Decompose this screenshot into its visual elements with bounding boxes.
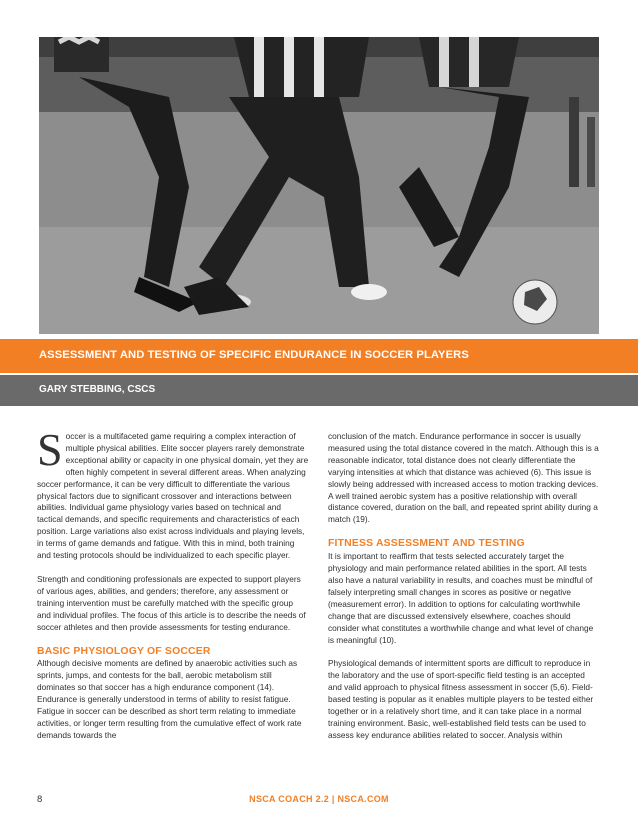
intro-paragraph: [37, 424, 309, 562]
paragraph: It is important to reaffirm that tests selected accurately target the physiology and main performance related abilities in the sport. All tests also have a natural variability in results, and coaches must be mindful of falsely interpreting small changes in scores as positive or negative (measurement error). In addition to options for calculating worthwhile change that are discussed extensively elsewhere, coaches should consider what constitutes a worthwhile change and what level of change is meaningful (10).: [328, 551, 594, 645]
soccer-players-photo: [39, 37, 599, 334]
section-heading-basic-physiology: BASIC PHYSIOLOGY OF SOCCER: [37, 645, 211, 657]
article-title-banner: [0, 339, 638, 373]
column-left: [37, 424, 309, 754]
intro-text: occer is a multifaceted game requiring a complex interaction of multiple physical abilities. Elite soccer players rarely demonstrate exceptional ability or capacity in one physical domain, yet they are often highly competent in several different areas. When analyzing soccer performance, it can be very difficult to differentiate the various physical factors due to significant crossover and interactions between abilities. Individual game physiology varies based on technical and tactical demands, and specific requirements and characteristics of each position. Large variations also exist across individuals and playing levels, in terms of game demands and fatigue. With this in mind, both training and testing protocols should be individualized to each specific player.: [37, 431, 309, 561]
paragraph: Strength and conditioning professionals are expected to support players of various ages, abilities, and genders; therefore, any assessment or training intervention must be carefully matched with the specific group and individual profiles. The focus of this article is to describe the needs of soccer athletes and then provide assessments for testing endurance.: [37, 573, 306, 632]
column-right: [328, 431, 600, 754]
paragraph: Although decisive moments are defined by anaerobic activities such as sprints, jumps, and contests for the ball, aerobic metabolism still dominates so that soccer has a high endurance component (14). Endurance is generally understood in terms of ability to resist fatigue. Fatigue in soccer can be described as short term relating to immediate activities, or longer term resulting from the cumulative effect of work rate demands towards the: [37, 658, 302, 740]
byline-bar: [0, 375, 638, 406]
page-number: 8: [37, 794, 43, 805]
article-title: ASSESSMENT AND TESTING OF SPECIFIC ENDURANCE IN SOCCER PLAYERS: [39, 349, 469, 361]
author-byline: GARY STEBBING, CSCS: [39, 384, 156, 395]
photo-illustration: [39, 37, 599, 334]
drop-cap: S: [37, 424, 63, 475]
paragraph: Physiological demands of intermittent sports are difficult to reproduce in the laboratory and the use of sport-specific field testing is an accepted and valid approach to physical fitness assessment in soccer (5,6). Field-based testing is popular as it enables multiple players to be tested either together or in a relatively short time, and it can take place in a normal training environment. Basic, well-established field tests can be used to assess key endurance abilities related to soccer. Analysis within: [328, 658, 594, 740]
journal-footer-link[interactable]: NSCA COACH 2.2 | NSCA.COM: [249, 794, 389, 804]
paragraph: conclusion of the match. Endurance performance in soccer is usually measured using the total distance covered in the match. Although this is a reasonable indicator, total distance does not clearly differentiate the varying intensities at which that distance was achieved (6). This issue is slowly being addressed with increased access to motion tracking devices. A well trained aerobic system has a positive relationship with overall distance covered, duration on the ball, and repeated sprint ability during a match (19).: [328, 431, 599, 525]
section-heading-fitness-assessment: FITNESS ASSESSMENT AND TESTING: [328, 538, 525, 550]
